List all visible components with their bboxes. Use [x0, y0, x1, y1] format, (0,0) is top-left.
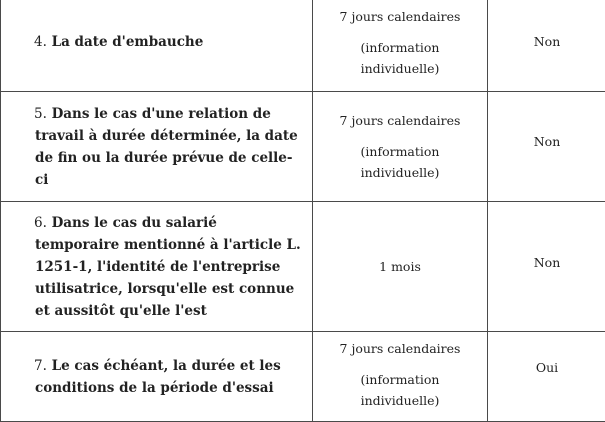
deadline-cell [313, 0, 488, 92]
item-number: 5. [34, 106, 47, 122]
flag-cell [488, 332, 605, 422]
deadline-cell [313, 92, 488, 202]
flag-value: Non [534, 134, 561, 149]
table-row [1, 0, 605, 92]
deadline-cell [313, 202, 488, 332]
item-label: Le cas échéant, la durée et les conditions de la période d'essai [35, 358, 281, 396]
item-number: 6. [34, 215, 47, 231]
deadline-text: 7 jours calendaires [313, 6, 487, 27]
item-number: 7. [34, 358, 47, 374]
item-label: Dans le cas d'une relation de travail à durée déterminée, la date de fin ou la durée prévue de celle-ci [35, 106, 298, 188]
note-line: individuelle) [313, 58, 487, 79]
flag-cell [488, 0, 605, 92]
flag-cell [488, 92, 605, 202]
note-line: individuelle) [313, 390, 487, 411]
note-line: (information [313, 369, 487, 390]
deadline-text: 7 jours calendaires [313, 338, 487, 359]
item-label: Dans le cas du salarié temporaire mentionné à l'article L. 1251-1, l'identité de l'entreprise utilisatrice, lorsqu'elle est connue et aussitôt qu'elle l'est [35, 215, 301, 319]
item-cell [1, 332, 313, 422]
table-row [1, 202, 605, 332]
item-cell [1, 202, 313, 332]
deadline-text: 1 mois [313, 256, 487, 277]
flag-cell [488, 202, 605, 332]
note-line: (information [313, 37, 487, 58]
item-cell [1, 92, 313, 202]
item-number: 4. [34, 34, 47, 50]
note-line: individuelle) [313, 162, 487, 183]
flag-value: Non [534, 255, 561, 270]
flag-value: Non [534, 34, 561, 49]
flag-value: Oui [536, 360, 558, 375]
deadline-cell [313, 332, 488, 422]
note-line: (information [313, 141, 487, 162]
table-row [1, 332, 605, 422]
item-label: La date d'embauche [52, 34, 204, 50]
deadline-text: 7 jours calendaires [313, 110, 487, 131]
item-cell [1, 0, 313, 92]
table-row [1, 92, 605, 202]
